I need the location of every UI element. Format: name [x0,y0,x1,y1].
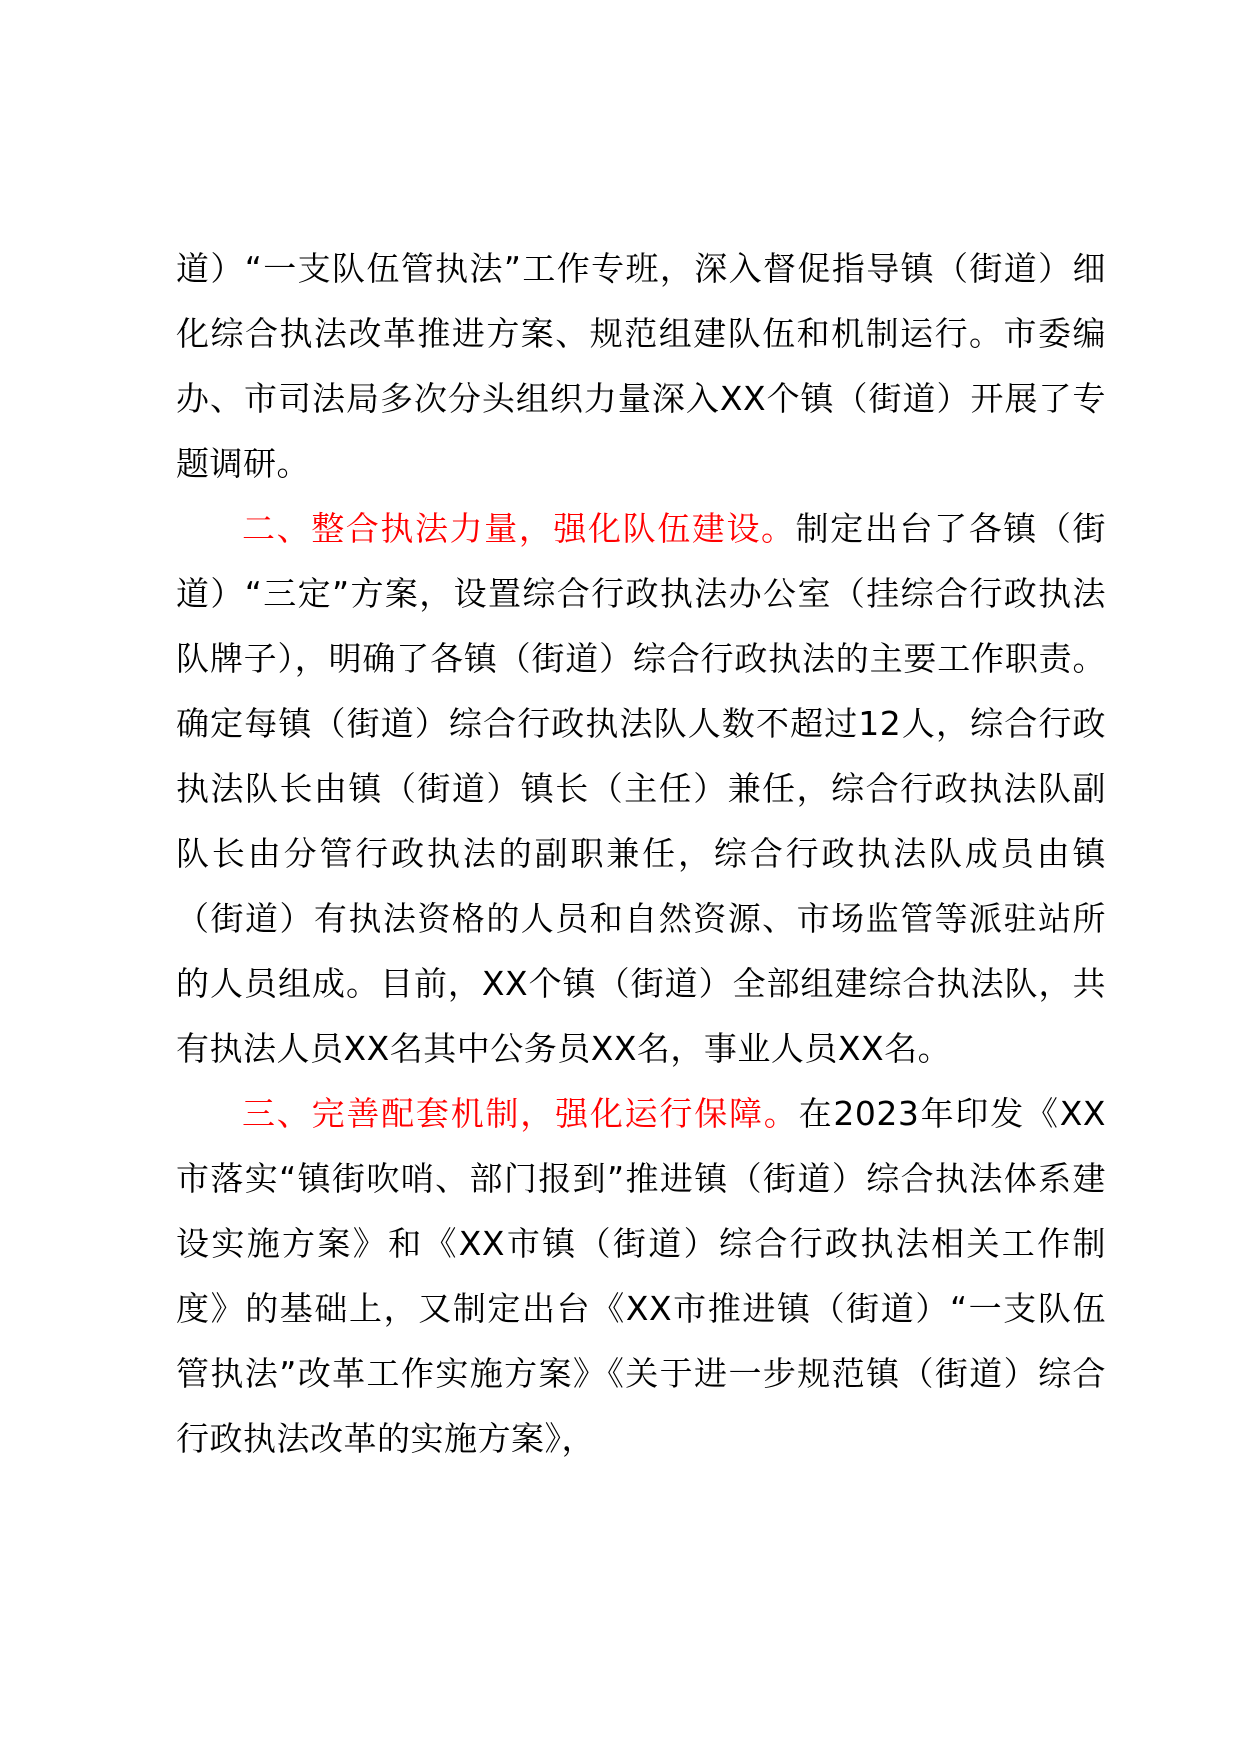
paragraph-continuation [176,236,1106,496]
section-heading: 二、整合执法力量，强化队伍建设。 [242,509,796,548]
paragraph-body: 在2023年印发《XX市落实“镇街吹哨、部门报到”推进镇（街道）综合执法体系建设实施方案》和《XX市镇（街道）综合行政执法相关工作制度》的基础上，又制定出台《XX市推进镇（街道）“一支队伍管执法”改革工作实施方案》《关于进一步规范镇（街道）综合行政执法改革的实施方案》， [176,1094,1107,1458]
section-heading: 三、完善配套机制，强化运行保障。 [242,1094,799,1133]
paragraph-section-2 [176,496,1106,1081]
paragraph-body: 道）“一支队伍管执法”工作专班，深入督促指导镇（街道）细化综合执法改革推进方案、规范组建队伍和机制运行。市委编办、市司法局多次分头组织力量深入XX个镇（街道）开展了专题调研。 [176,249,1106,483]
paragraph-body: 制定出台了各镇（街道）“三定”方案，设置综合行政执法办公室（挂综合行政执法队牌子），明确了各镇（街道）综合行政执法的主要工作职责。确定每镇（街道）综合行政执法队人数不超过12人，综合行政执法队长由镇（街道）镇长（主任）兼任，综合行政执法队副队长由分管行政执法的副职兼任，综合行政执法队成员由镇（街道）有执法资格的人员和自然资源、市场监管等派驻站所的人员组成。目前，XX个镇（街道）全部组建综合执法队，共有执法人员XX名其中公务员XX名，事业人员XX名。 [176,509,1107,1068]
paragraph-section-3 [176,1081,1106,1471]
document-body [176,236,1106,1471]
